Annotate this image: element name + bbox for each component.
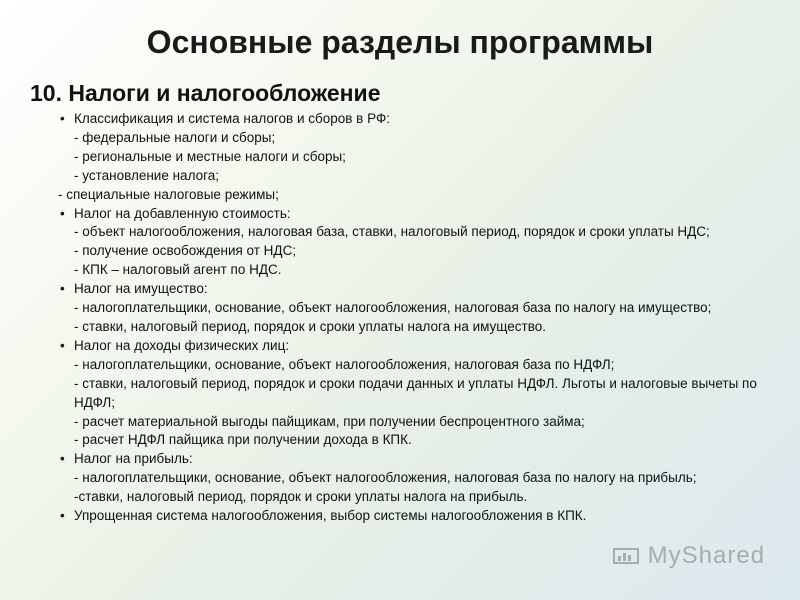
list-subitem: - ставки, налоговый период, порядок и сроки подачи данных и уплаты НДФЛ. Льготы и налоговые вычеты по НДФЛ; [74,375,757,410]
list-subitem: - налогоплательщики, основание, объект налогообложения, налоговая база по НДФЛ; [74,356,615,372]
list-subitem: - налогоплательщики, основание, объект налогообложения, налоговая база по налогу на имущество; [74,300,712,316]
list-item: • Упрощенная система налогообложения, выбор системы налогообложения в КПК. [74,507,774,526]
list-subitem: - расчет НДФЛ пайщика при получении дохода в КПК. [74,432,412,448]
content-list [58,110,774,526]
list-subitem: -ставки, налоговый период, порядок и сроки уплаты налога на прибыль. [74,489,528,505]
list-subitem: - КПК – налоговый агент по НДС. [74,262,282,278]
list-subitem: - ставки, налоговый период, порядок и сроки уплаты налога на имущество. [74,318,546,334]
list-item: • Налог на доходы физических лиц: [74,337,774,356]
watermark [612,542,765,570]
list-subitem: - получение освобождения от НДС; [74,243,297,259]
watermark-text: MyShared [647,542,766,569]
list-subitem: - установление налога; [74,167,219,183]
list-item: • Налог на прибыль: [74,450,774,469]
list-subitem: - налогоплательщики, основание, объект налогообложения, налоговая база по налогу на прибыль; [74,470,697,486]
presentation-icon [612,547,640,567]
list-subitem: - расчет материальной выгоды пайщикам, при получении беспроцентного займа; [74,413,585,429]
section-heading: 10. Налоги и налогообложение [30,80,381,106]
slide-title: Основные разделы программы [146,24,654,60]
list-item: • Налог на добавленную стоимость: [74,205,774,224]
list-item: • Классификация и система налогов и сборов в РФ: [74,110,774,129]
list-subitem: - объект налогообложения, налоговая база, ставки, налоговый период, порядок и сроки уплаты НДС; [74,224,710,240]
list-subitem: - специальные налоговые режимы; [58,186,279,202]
list-subitem: - федеральные налоги и сборы; [74,129,276,145]
list-subitem: - региональные и местные налоги и сборы; [74,148,346,164]
list-item: • Налог на имущество: [74,280,774,299]
